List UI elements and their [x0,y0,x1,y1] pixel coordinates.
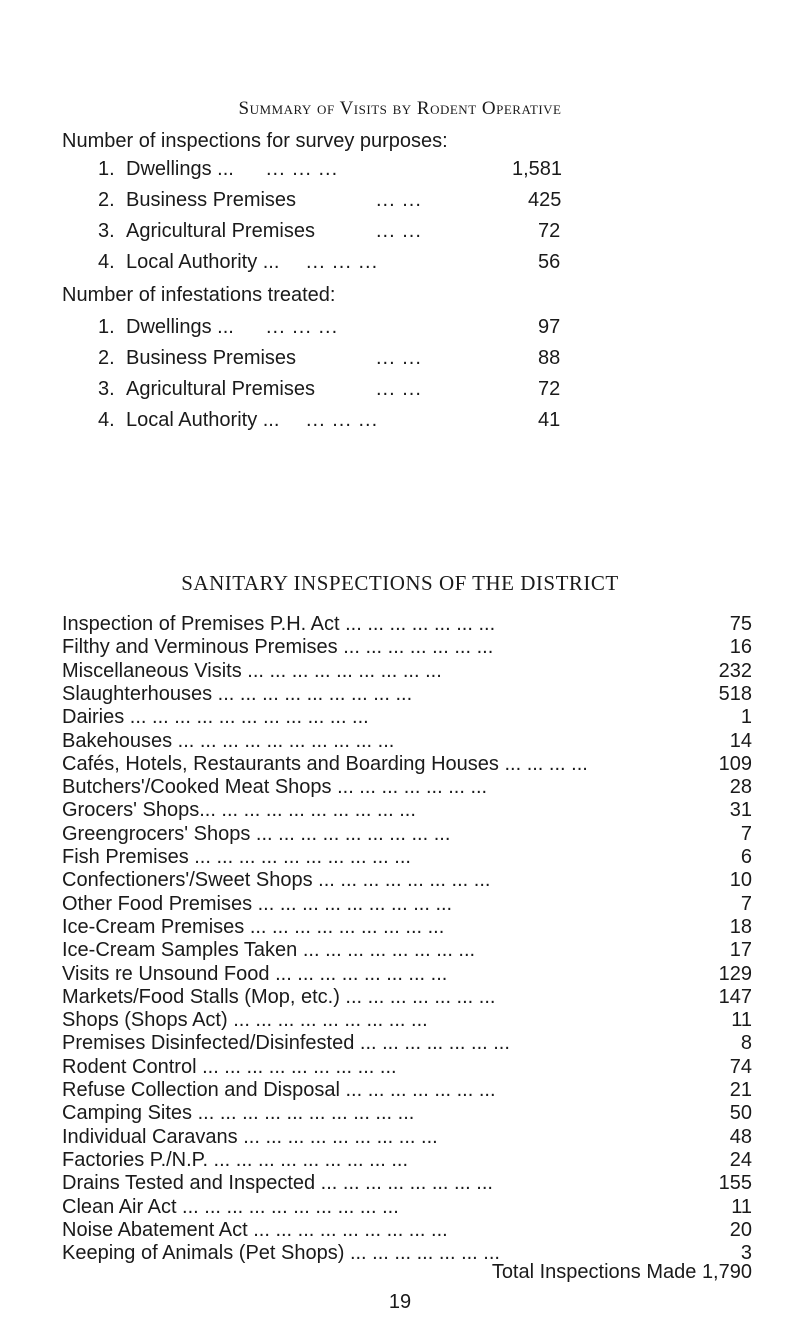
sanitary-row-value: 1 [740,706,752,729]
sanitary-row-value: 74 [729,1055,752,1078]
sanitary-row-value: 155 [718,1172,752,1195]
row-value: 72 [538,378,561,400]
sanitary-row [62,846,762,872]
sanitary-row-value: 6 [740,846,752,868]
sanitary-row [62,1079,762,1105]
row-number: 3. [98,378,115,400]
sanitary-row-value: 11 [731,1195,752,1218]
sanitary-row-label: Butchers'/Cooked Meat Shops ... ... ... ... ... ... ... [62,776,488,799]
sanitary-row [62,730,762,756]
sanitary-row-label: Visits re Unsound Food ... ... ... ... ... ... ... ... [62,962,448,985]
sanitary-row-value: 75 [729,613,752,635]
row-value: 425 [528,189,562,211]
sanitary-row-label: Slaughterhouses ... ... ... ... ... ... ... ... ... [62,682,413,705]
sanitary-row [62,613,762,639]
sanitary-row-label: Confectioners'/Sweet Shops ... ... ... ... ... ... ... ... [62,869,491,892]
sanitary-row-value: 24 [729,1148,752,1171]
sanitary-row [62,776,762,802]
sanitary-row-label: Keeping of Animals (Pet Shops) ... ... ... ... ... ... ... [62,1242,500,1265]
inspection-row [98,251,598,279]
sanitary-row-value: 3 [740,1242,752,1265]
sanitary-row-label: Clean Air Act ... ... ... ... ... ... ... ... ... ... [62,1195,399,1218]
sanitary-row-label: Grocers' Shops... ... ... ... ... ... ... ... ... ... [62,799,416,822]
row-label: Business Premises ... ... [126,347,422,369]
sanitary-row-value: 7 [740,892,752,915]
sanitary-row [62,869,762,895]
inspection-row [98,189,598,217]
row-value: 56 [538,251,561,273]
row-number: 3. [98,220,115,242]
row-value: 41 [538,409,561,431]
sanitary-row-label: Other Food Premises ... ... ... ... ... ... ... ... ... [62,892,453,915]
sanitary-row-label: Camping Sites ... ... ... ... ... ... ... ... ... ... [62,1102,415,1125]
sanitary-row-label: Fish Premises ... ... ... ... ... ... ... ... ... ... [62,846,411,868]
infestation-row [98,316,598,344]
page-number: 19 [388,1291,412,1313]
sanitary-row-value: 7 [740,822,752,845]
infestation-row [98,347,598,375]
sanitary-row-label: Inspection of Premises P.H. Act ... ... ... ... ... ... ... [62,613,496,635]
inspection-row [98,158,598,186]
sanitary-row [62,1032,762,1058]
sanitary-row-value: 31 [729,799,752,822]
sanitary-row-label: Bakehouses ... ... ... ... ... ... ... ... ... ... [62,729,395,752]
sanitary-row-label: Cafés, Hotels, Restaurants and Boarding Houses ... ... ... ... [62,752,588,775]
row-number: 4. [98,409,115,431]
sanitary-row-value: 48 [729,1125,752,1148]
infestation-row [98,378,598,406]
sanitary-row-value: 50 [729,1102,752,1125]
sanitary-row [62,1009,762,1035]
sanitary-row-value: 28 [729,776,752,799]
sanitary-row [62,1102,762,1128]
sanitary-row-value: 16 [729,636,752,659]
sanitary-row [62,986,762,1012]
sanitary-row-label: Filthy and Verminous Premises ... ... ... ... ... ... ... [62,636,494,659]
sanitary-row-value: 8 [740,1032,752,1055]
total-label: Total Inspections Made [491,1261,697,1283]
sanitary-row-label: Premises Disinfected/Disinfested ... ... ... ... ... ... ... [62,1032,510,1055]
infestation-row [98,409,598,437]
sanitary-row-value: 18 [729,915,752,938]
sanitary-row [62,916,762,942]
inspections-heading: Number of inspections for survey purposes: [62,130,448,152]
sanitary-row-value: 17 [729,939,752,962]
sanitary-row-label: Ice-Cream Premises ... ... ... ... ... ... ... ... ... [62,915,445,938]
row-label: Dwellings ... ... ... ... [126,158,339,180]
sanitary-row [62,1056,762,1082]
sanitary-row-label: Refuse Collection and Disposal ... ... ... ... ... ... ... [62,1079,496,1101]
row-label: Agricultural Premises ... ... [126,378,422,400]
infestations-heading: Number of infestations treated: [62,284,336,306]
sanitary-row-label: Rodent Control ... ... ... ... ... ... ... ... ... [62,1055,397,1078]
sanitary-row-value: 11 [731,1009,752,1032]
inspection-row [98,220,598,248]
sanitary-row-label: Noise Abatement Act ... ... ... ... ... ... ... ... ... [62,1218,448,1241]
row-label: Dwellings ... ... ... ... [126,316,339,338]
sanitary-row [62,1219,762,1245]
sanitary-row-label: Greengrocers' Shops ... ... ... ... ... ... ... ... ... [62,822,451,845]
sanitary-row [62,706,762,732]
row-number: 1. [98,316,115,338]
sanitary-row-value: 518 [718,682,752,705]
row-label: Local Authority ... ... ... ... [126,409,379,431]
sanitary-row [62,893,762,919]
sanitary-row [62,1172,762,1198]
sanitary-row [62,636,762,662]
sanitary-title: SANITARY INSPECTIONS OF THE DISTRICT [181,571,619,595]
sanitary-row [62,963,762,989]
row-number: 2. [98,347,115,369]
sanitary-row-value: 109 [718,752,752,775]
sanitary-row-label: Factories P./N.P. ... ... ... ... ... ... ... ... ... [62,1148,409,1171]
sanitary-row-label: Markets/Food Stalls (Mop, etc.) ... ... ... ... ... ... ... [62,985,496,1008]
sanitary-row-value: 129 [718,962,752,985]
sanitary-row [62,1149,762,1175]
sanitary-row [62,753,762,779]
total-value: 1,790 [701,1261,752,1283]
sanitary-row [62,823,762,849]
sanitary-row-label: Dairies ... ... ... ... ... ... ... ... ... ... ... [62,706,369,729]
row-value: 97 [538,316,561,338]
sanitary-row [62,799,762,825]
row-number: 1. [98,158,115,180]
sanitary-row-value: 10 [729,869,752,892]
sanitary-row-value: 147 [718,985,752,1008]
sanitary-row-label: Shops (Shops Act) ... ... ... ... ... ... ... ... ... [62,1009,428,1032]
sanitary-row [62,1196,762,1222]
sanitary-row-label: Drains Tested and Inspected ... ... ... ... ... ... ... ... [62,1172,493,1195]
sanitary-row-value: 14 [729,729,752,752]
row-value: 72 [538,220,561,242]
sanitary-row-value: 20 [729,1218,752,1241]
sanitary-row-value: 21 [729,1079,752,1101]
row-number: 2. [98,189,115,211]
row-label: Agricultural Premises ... ... [126,220,422,242]
sanitary-row-label: Ice-Cream Samples Taken ... ... ... ... ... ... ... ... [62,939,476,962]
row-label: Local Authority ... ... ... ... [126,251,379,273]
row-number: 4. [98,251,115,273]
row-value: 88 [538,347,561,369]
row-value: 1,581 [512,158,563,180]
sanitary-row-label: Individual Caravans ... ... ... ... ... ... ... ... ... [62,1125,438,1148]
sanitary-row [62,939,762,965]
row-label: Business Premises ... ... [126,189,422,211]
total-row [0,1261,752,1284]
sanitary-row [62,1126,762,1152]
sanitary-row-label: Miscellaneous Visits ... ... ... ... ... ... ... ... ... [62,659,442,682]
rodent-summary-title: Summary of Visits by Rodent Operative [238,98,562,119]
sanitary-row-value: 232 [718,659,752,682]
sanitary-row [62,683,762,709]
sanitary-row [62,660,762,686]
